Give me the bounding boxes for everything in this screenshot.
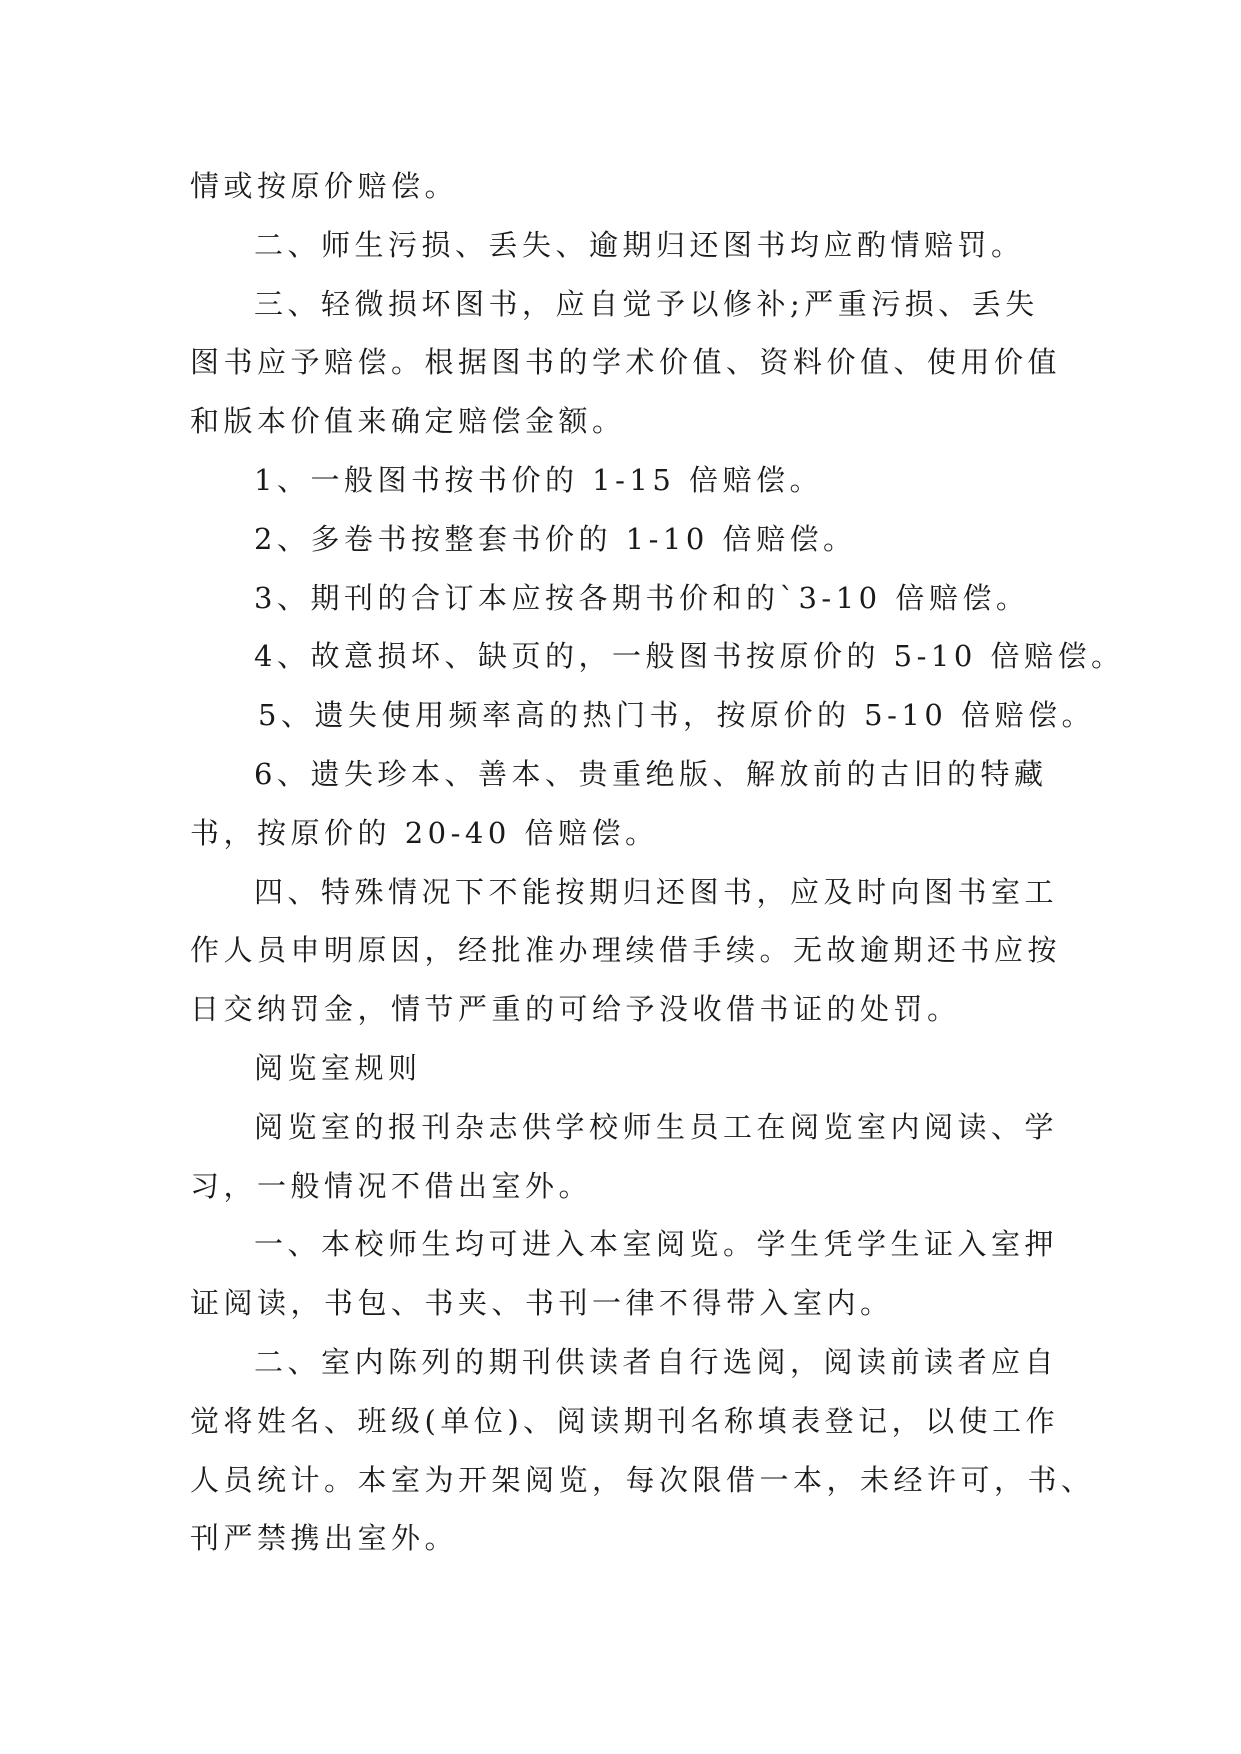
paragraph-line: 2、多卷书按整套书价的 1-10 倍赔偿。 [254,521,857,556]
paragraph-line: 情或按原价赔偿。 [190,169,459,203]
paragraph [190,863,1062,1039]
paragraph-line: 三、轻微损坏图书，应自觉予以修补;严重污损、丢失 [254,286,1039,321]
paragraph [190,569,1050,628]
paragraph-line: 和版本价值来确定赔偿金额。 [190,404,626,439]
paragraph [190,745,1050,863]
paragraph [190,1215,1059,1333]
paragraph [190,275,1062,451]
paragraph [190,451,1050,510]
paragraph [190,1039,1050,1098]
document-body [190,157,1125,1568]
paragraph-line: 人员统计。本室为开架阅览，每次限借一本，未经许可，书、 [190,1462,1095,1497]
paragraph [190,157,1050,216]
paragraph-line: 4、故意损坏、缺页的，一般图书按原价的 5-10 倍赔偿。 [254,639,1125,674]
paragraph [190,686,1096,745]
paragraph-line: 书，按原价的 20-40 倍赔偿。 [190,815,659,850]
paragraph [190,510,1050,569]
paragraph-line: 阅览室规则 [254,1050,422,1085]
paragraph-line: 觉将姓名、班级(单位)、阅读期刊名称填表登记，以使工作 [190,1403,1060,1438]
paragraph-line: 二、师生污损、丢失、逾期归还图书均应酌情赔罚。 [254,227,1025,262]
paragraph-line: 6、遗失珍本、善本、贵重绝版、解放前的古旧的特藏 [254,756,1048,791]
paragraph-line: 5、遗失使用频率高的热门书，按原价的 5-10 倍赔偿。 [258,698,1096,733]
paragraph-line: 日交纳罚金，情节严重的可给予没收借书证的处罚。 [190,992,961,1027]
paragraph-line: 四、特殊情况下不能按期归还图书，应及时向图书室工 [254,874,1059,909]
paragraph-line: 证阅读，书包、书夹、书刊一律不得带入室内。 [190,1286,894,1321]
paragraph-line: 3、期刊的合订本应按各期书价和的`3-10 倍赔偿。 [254,580,1030,615]
paragraph-line: 图书应予赔偿。根据图书的学术价值、资料价值、使用价值 [190,345,1062,380]
paragraph-line: 习，一般情况不借出室外。 [190,1168,593,1203]
paragraph [190,1333,1095,1568]
paragraph-line: 刊严禁携出室外。 [190,1521,459,1556]
paragraph-line: 阅览室的报刊杂志供学校师生员工在阅览室内阅读、学 [254,1109,1059,1144]
paragraph-line: 二、室内陈列的期刊供读者自行选阅，阅读前读者应自 [254,1344,1059,1379]
paragraph [190,1098,1059,1216]
paragraph [190,627,1125,686]
paragraph-line: 一、本校师生均可进入本室阅览。学生凭学生证入室押 [254,1227,1059,1262]
paragraph-line: 作人员申明原因，经批准办理续借手续。无故逾期还书应按 [190,933,1062,968]
paragraph-line: 1、一般图书按书价的 1-15 倍赔偿。 [254,462,824,497]
paragraph [190,216,1050,275]
